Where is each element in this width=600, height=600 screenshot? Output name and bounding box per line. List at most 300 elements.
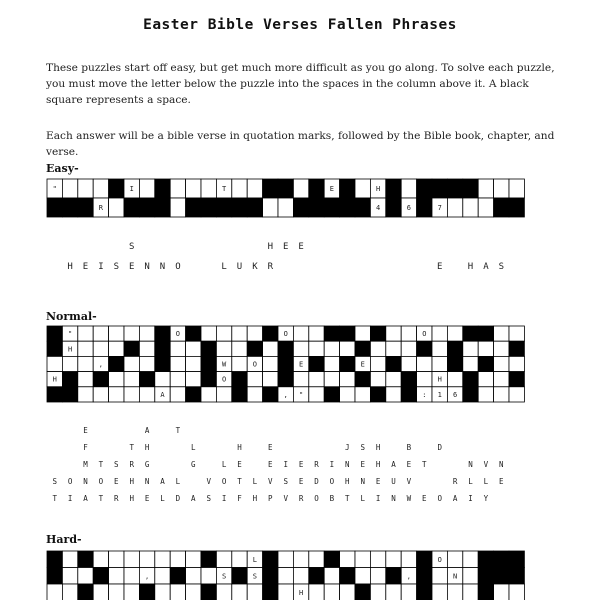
grid-cell[interactable]: [478, 341, 493, 356]
black-cell: [216, 198, 231, 217]
black-cell: [509, 551, 524, 568]
black-cell: [263, 568, 278, 585]
grid-cell[interactable]: [186, 568, 201, 585]
grid-cell[interactable]: [370, 356, 385, 371]
fallen-letter: H: [129, 477, 134, 486]
fallen-letter: R: [298, 494, 304, 503]
black-cell: [62, 198, 77, 217]
grid-cell[interactable]: [170, 387, 185, 402]
black-cell: [324, 198, 339, 217]
fallen-letter: I: [98, 262, 104, 272]
grid-cell[interactable]: [401, 179, 416, 198]
black-cell: [309, 568, 324, 585]
grid-cell[interactable]: [309, 584, 324, 600]
fallen-letter: N: [391, 494, 396, 503]
grid-cell[interactable]: [432, 584, 447, 600]
grid-cell[interactable]: [370, 372, 385, 387]
grid-cell[interactable]: [509, 387, 524, 402]
black-cell: [201, 551, 216, 568]
fallen-letter: V: [206, 477, 211, 486]
grid-cell[interactable]: [139, 179, 154, 198]
black-cell: [417, 179, 432, 198]
given-character: O: [175, 330, 181, 339]
grid-cell[interactable]: [494, 179, 509, 198]
black-cell: [232, 198, 247, 217]
grid-cell[interactable]: [463, 341, 478, 356]
grid-cell[interactable]: [494, 356, 509, 371]
grid-cell[interactable]: [293, 568, 308, 585]
grid-cell[interactable]: [139, 356, 154, 371]
fallen-letter: A: [391, 460, 396, 469]
grid-cell[interactable]: [232, 584, 247, 600]
black-cell: [170, 568, 185, 585]
black-cell: [155, 341, 170, 356]
black-cell: [47, 568, 62, 585]
fallen-letter: E: [422, 494, 427, 503]
fallen-letter: H: [252, 494, 258, 503]
grid-cell[interactable]: [401, 326, 416, 341]
grid-cell[interactable]: [478, 198, 493, 217]
grid-cell[interactable]: [170, 372, 185, 387]
grid-cell[interactable]: [386, 387, 401, 402]
grid-cell[interactable]: [62, 584, 77, 600]
grid-cell[interactable]: [232, 341, 247, 356]
grid-cell[interactable]: [263, 198, 278, 217]
grid-cell[interactable]: [324, 568, 339, 585]
grid-cell[interactable]: [247, 179, 262, 198]
fallen-letter: K: [252, 262, 258, 272]
grid-cell[interactable]: [494, 372, 509, 387]
grid-cell[interactable]: [78, 179, 93, 198]
grid-cell[interactable]: [78, 568, 93, 585]
grid-cell[interactable]: [201, 568, 216, 585]
fallen-letter: R: [114, 494, 119, 503]
grid-cell[interactable]: [478, 387, 493, 402]
fallen-letter: Y: [483, 494, 489, 503]
grid-cell[interactable]: [247, 372, 262, 387]
grid-cell[interactable]: [278, 584, 293, 600]
given-character: ,: [144, 572, 150, 581]
grid-cell[interactable]: [170, 551, 185, 568]
fallen-letter: U: [391, 477, 396, 486]
fallen-letter: N: [144, 262, 150, 272]
black-cell: [355, 198, 370, 217]
grid-cell[interactable]: [109, 568, 124, 585]
normal-label: Normal-: [46, 310, 97, 323]
black-cell: [370, 387, 385, 402]
grid-cell[interactable]: [139, 341, 154, 356]
grid-cell[interactable]: [109, 198, 124, 217]
black-cell: [386, 568, 401, 585]
fallen-letter: V: [283, 494, 288, 503]
fallen-letter: E: [83, 426, 88, 435]
black-cell: [247, 341, 262, 356]
grid-cell[interactable]: [109, 341, 124, 356]
grid-cell[interactable]: [170, 179, 185, 198]
black-cell: [124, 198, 139, 217]
grid-cell[interactable]: [201, 179, 216, 198]
grid-cell[interactable]: [463, 198, 478, 217]
grid-cell[interactable]: [355, 179, 370, 198]
grid-cell[interactable]: [447, 584, 462, 600]
grid-cell[interactable]: [417, 372, 432, 387]
grid-cell[interactable]: [309, 387, 324, 402]
black-cell: [478, 356, 493, 371]
fallen-letter: S: [498, 262, 505, 272]
fallen-letter: I: [67, 494, 73, 503]
grid-cell[interactable]: [216, 326, 231, 341]
grid-cell[interactable]: [340, 551, 355, 568]
grid-cell[interactable]: [124, 387, 139, 402]
grid-cell[interactable]: [494, 326, 509, 341]
black-cell: [155, 356, 170, 371]
grid-cell[interactable]: [216, 551, 231, 568]
grid-cell[interactable]: [170, 356, 185, 371]
grid-cell[interactable]: [124, 584, 139, 600]
grid-cell[interactable]: [309, 551, 324, 568]
grid-cell[interactable]: [62, 356, 77, 371]
grid-cell[interactable]: [340, 341, 355, 356]
black-cell: [340, 568, 355, 585]
black-cell: [47, 551, 62, 568]
given-character: 7: [437, 204, 442, 212]
fallen-letter: E: [268, 460, 273, 469]
hard-label: Hard-: [46, 533, 82, 546]
black-cell: [109, 179, 124, 198]
grid-cell[interactable]: [432, 356, 447, 371]
fallen-letter: O: [437, 494, 442, 503]
grid-cell[interactable]: [463, 584, 478, 600]
black-cell: [47, 387, 62, 402]
grid-cell[interactable]: [401, 551, 416, 568]
fallen-letter: R: [267, 262, 274, 272]
black-cell: [386, 198, 401, 217]
black-cell: [309, 179, 324, 198]
grid-cell[interactable]: [340, 584, 355, 600]
grid-cell[interactable]: [186, 551, 201, 568]
grid-cell[interactable]: [78, 356, 93, 371]
grid-cell[interactable]: [263, 356, 278, 371]
given-character: :: [422, 390, 427, 399]
given-character: H: [67, 345, 73, 354]
black-cell: [93, 568, 108, 585]
grid-cell[interactable]: [278, 198, 293, 217]
grid-cell[interactable]: [201, 387, 216, 402]
grid-cell[interactable]: [478, 372, 493, 387]
black-cell: [186, 387, 201, 402]
grid-cell[interactable]: [62, 568, 77, 585]
fallen-letter: L: [191, 443, 196, 452]
grid-cell[interactable]: [370, 584, 385, 600]
given-character: ": [298, 390, 304, 399]
grid-cell[interactable]: [93, 326, 108, 341]
grid-cell[interactable]: [463, 356, 478, 371]
grid-cell[interactable]: [432, 326, 447, 341]
black-cell: [247, 198, 262, 217]
given-character: ,: [283, 390, 288, 399]
grid-cell[interactable]: [386, 341, 401, 356]
grid-cell[interactable]: [447, 326, 462, 341]
grid-cell[interactable]: [324, 584, 339, 600]
grid-cell[interactable]: [216, 584, 231, 600]
fallen-letter: E: [360, 460, 365, 469]
grid-cell[interactable]: [463, 568, 478, 585]
grid-cell[interactable]: [78, 387, 93, 402]
black-cell: [417, 341, 432, 356]
black-cell: [494, 568, 509, 585]
grid-cell[interactable]: [170, 198, 185, 217]
fallen-letter: H: [144, 443, 150, 452]
grid-cell[interactable]: [216, 387, 231, 402]
grid-cell[interactable]: [232, 356, 247, 371]
grid-cell[interactable]: [186, 341, 201, 356]
fallen-letter: A: [452, 494, 458, 503]
grid-cell[interactable]: [62, 179, 77, 198]
given-character: E: [329, 185, 335, 193]
grid-cell[interactable]: [47, 584, 62, 600]
grid-cell[interactable]: [478, 179, 493, 198]
grid-cell[interactable]: [186, 372, 201, 387]
grid-cell[interactable]: [186, 584, 201, 600]
grid-cell[interactable]: [232, 326, 247, 341]
grid-cell[interactable]: [355, 326, 370, 341]
fallen-letter: R: [129, 460, 134, 469]
grid-cell[interactable]: [447, 198, 462, 217]
grid-cell[interactable]: [93, 341, 108, 356]
black-cell: [47, 198, 62, 217]
grid-cell[interactable]: [155, 372, 170, 387]
grid-cell[interactable]: [309, 326, 324, 341]
grid-cell[interactable]: [370, 551, 385, 568]
grid-cell[interactable]: [155, 551, 170, 568]
fallen-letter: S: [128, 242, 135, 252]
grid-cell[interactable]: [278, 551, 293, 568]
grid-cell[interactable]: [216, 341, 231, 356]
grid-cell[interactable]: [386, 326, 401, 341]
given-character: 6: [406, 204, 412, 212]
grid-cell[interactable]: [109, 584, 124, 600]
given-character: ": [67, 330, 73, 339]
black-cell: [186, 198, 201, 217]
grid-cell[interactable]: [93, 387, 108, 402]
grid-cell[interactable]: [447, 372, 462, 387]
given-character: E: [360, 360, 365, 369]
grid-cell[interactable]: [139, 551, 154, 568]
grid-cell[interactable]: [509, 179, 524, 198]
grid-cell[interactable]: [263, 341, 278, 356]
grid-cell[interactable]: [62, 551, 77, 568]
fallen-letter: J: [345, 443, 350, 452]
fallen-letter: H: [237, 443, 242, 452]
fallen-letter: S: [283, 477, 288, 486]
black-cell: [309, 198, 324, 217]
grid-cell[interactable]: [324, 372, 339, 387]
grid-cell[interactable]: [247, 326, 262, 341]
grid-cell[interactable]: [370, 341, 385, 356]
fallen-letter: L: [468, 477, 473, 486]
grid-cell[interactable]: [293, 341, 308, 356]
grid-cell[interactable]: [447, 551, 462, 568]
fallen-letter: U: [236, 262, 243, 272]
grid-cell[interactable]: [201, 326, 216, 341]
black-cell: [340, 356, 355, 371]
grid-cell[interactable]: [232, 179, 247, 198]
grid-cell[interactable]: [139, 387, 154, 402]
grid-cell[interactable]: [170, 584, 185, 600]
grid-cell[interactable]: [355, 387, 370, 402]
grid-cell[interactable]: [309, 372, 324, 387]
grid-cell[interactable]: [340, 372, 355, 387]
grid-cell[interactable]: [93, 551, 108, 568]
grid-cell[interactable]: [401, 584, 416, 600]
grid-cell[interactable]: [509, 584, 524, 600]
fallen-letter: E: [82, 262, 89, 272]
grid-cell[interactable]: [494, 341, 509, 356]
grid-cell[interactable]: [109, 326, 124, 341]
fallen-letter: S: [114, 460, 119, 469]
fallen-letter: I: [329, 460, 335, 469]
given-character: O: [283, 330, 288, 339]
grid-cell[interactable]: [509, 326, 524, 341]
fallen-letter: I: [221, 494, 227, 503]
grid-cell[interactable]: [247, 387, 262, 402]
fallen-letter: E: [298, 460, 304, 469]
grid-cell[interactable]: [78, 326, 93, 341]
black-cell: [417, 198, 432, 217]
black-cell: [155, 198, 170, 217]
grid-cell[interactable]: [186, 356, 201, 371]
fallen-letter: L: [221, 262, 227, 272]
grid-cell[interactable]: [124, 326, 139, 341]
grid-cell[interactable]: [432, 568, 447, 585]
fallen-letter: F: [237, 494, 242, 503]
fallen-letter: E: [406, 460, 412, 469]
black-cell: [432, 179, 447, 198]
black-cell: [340, 326, 355, 341]
grid-cell[interactable]: [232, 551, 247, 568]
black-cell: [109, 356, 124, 371]
fallen-letter: N: [345, 460, 350, 469]
fallen-letter: T: [98, 460, 104, 469]
black-cell: [340, 179, 355, 198]
grid-cell[interactable]: [355, 568, 370, 585]
black-cell: [201, 372, 216, 387]
given-character: A: [160, 390, 165, 399]
fallen-letter: N: [499, 460, 504, 469]
grid-cell[interactable]: [309, 341, 324, 356]
black-cell: [62, 372, 77, 387]
grid-cell[interactable]: [509, 356, 524, 371]
fallen-letter: D: [314, 477, 319, 486]
black-cell: [93, 372, 108, 387]
given-character: ,: [98, 360, 104, 369]
grid-cell[interactable]: [139, 326, 154, 341]
grid-cell[interactable]: [47, 356, 62, 371]
grid-cell[interactable]: [124, 551, 139, 568]
fallen-letter: B: [406, 443, 412, 452]
grid-cell[interactable]: [386, 372, 401, 387]
black-cell: [263, 326, 278, 341]
grid-cell[interactable]: [78, 372, 93, 387]
grid-cell[interactable]: [93, 584, 108, 600]
grid-cell[interactable]: [124, 356, 139, 371]
black-cell: [417, 584, 432, 600]
grid-cell[interactable]: [293, 179, 308, 198]
grid-cell[interactable]: [324, 356, 339, 371]
grid-cell[interactable]: [293, 372, 308, 387]
grid-cell[interactable]: [278, 568, 293, 585]
grid-cell[interactable]: [170, 341, 185, 356]
grid-cell[interactable]: [401, 341, 416, 356]
grid-cell[interactable]: [432, 341, 447, 356]
fallen-letter: A: [160, 477, 165, 486]
puzzle-1: [47, 326, 524, 503]
fallen-letter: E: [144, 494, 150, 503]
grid-cell[interactable]: [293, 326, 308, 341]
grid-cell[interactable]: [109, 387, 124, 402]
grid-cell[interactable]: [401, 356, 416, 371]
black-cell: [355, 372, 370, 387]
fallen-letter: I: [375, 494, 381, 503]
black-cell: [78, 584, 93, 600]
grid-cell[interactable]: [324, 341, 339, 356]
given-character: T: [221, 185, 227, 193]
grid-cell[interactable]: [155, 568, 170, 585]
black-cell: [447, 179, 462, 198]
black-cell: [324, 387, 339, 402]
grid-cell[interactable]: [78, 341, 93, 356]
grid-cell[interactable]: [340, 387, 355, 402]
black-cell: [78, 551, 93, 568]
grid-cell[interactable]: [109, 551, 124, 568]
grid-cell[interactable]: [93, 179, 108, 198]
grid-cell[interactable]: [263, 372, 278, 387]
page-title: Easter Bible Verses Fallen Phrases: [143, 17, 457, 33]
grid-cell[interactable]: [370, 568, 385, 585]
grid-cell[interactable]: [186, 179, 201, 198]
grid-cell[interactable]: [386, 584, 401, 600]
fallen-letter: A: [83, 494, 88, 503]
black-cell: [386, 179, 401, 198]
grid-cell[interactable]: [124, 372, 139, 387]
given-character: I: [129, 185, 134, 193]
grid-cell[interactable]: [293, 551, 308, 568]
black-cell: [494, 551, 509, 568]
black-cell: [324, 326, 339, 341]
fallen-letter: L: [160, 494, 165, 503]
black-cell: [263, 584, 278, 600]
black-cell: [278, 341, 293, 356]
grid-cell[interactable]: [247, 584, 262, 600]
fallen-letter: L: [483, 477, 489, 486]
grid-cell[interactable]: [155, 584, 170, 600]
fallen-letter: T: [129, 443, 134, 452]
black-cell: [263, 179, 278, 198]
grid-cell[interactable]: [494, 387, 509, 402]
grid-cell[interactable]: [463, 551, 478, 568]
fallen-letter: E: [268, 443, 273, 452]
grid-cell[interactable]: [417, 356, 432, 371]
black-cell: [417, 551, 432, 568]
grid-cell[interactable]: [109, 372, 124, 387]
black-cell: [355, 584, 370, 600]
grid-cell[interactable]: [124, 568, 139, 585]
grid-cell[interactable]: [494, 584, 509, 600]
fallen-letter: H: [267, 242, 274, 252]
grid-cell[interactable]: [386, 551, 401, 568]
grid-cell[interactable]: [355, 551, 370, 568]
fallen-letter: T: [237, 477, 242, 486]
